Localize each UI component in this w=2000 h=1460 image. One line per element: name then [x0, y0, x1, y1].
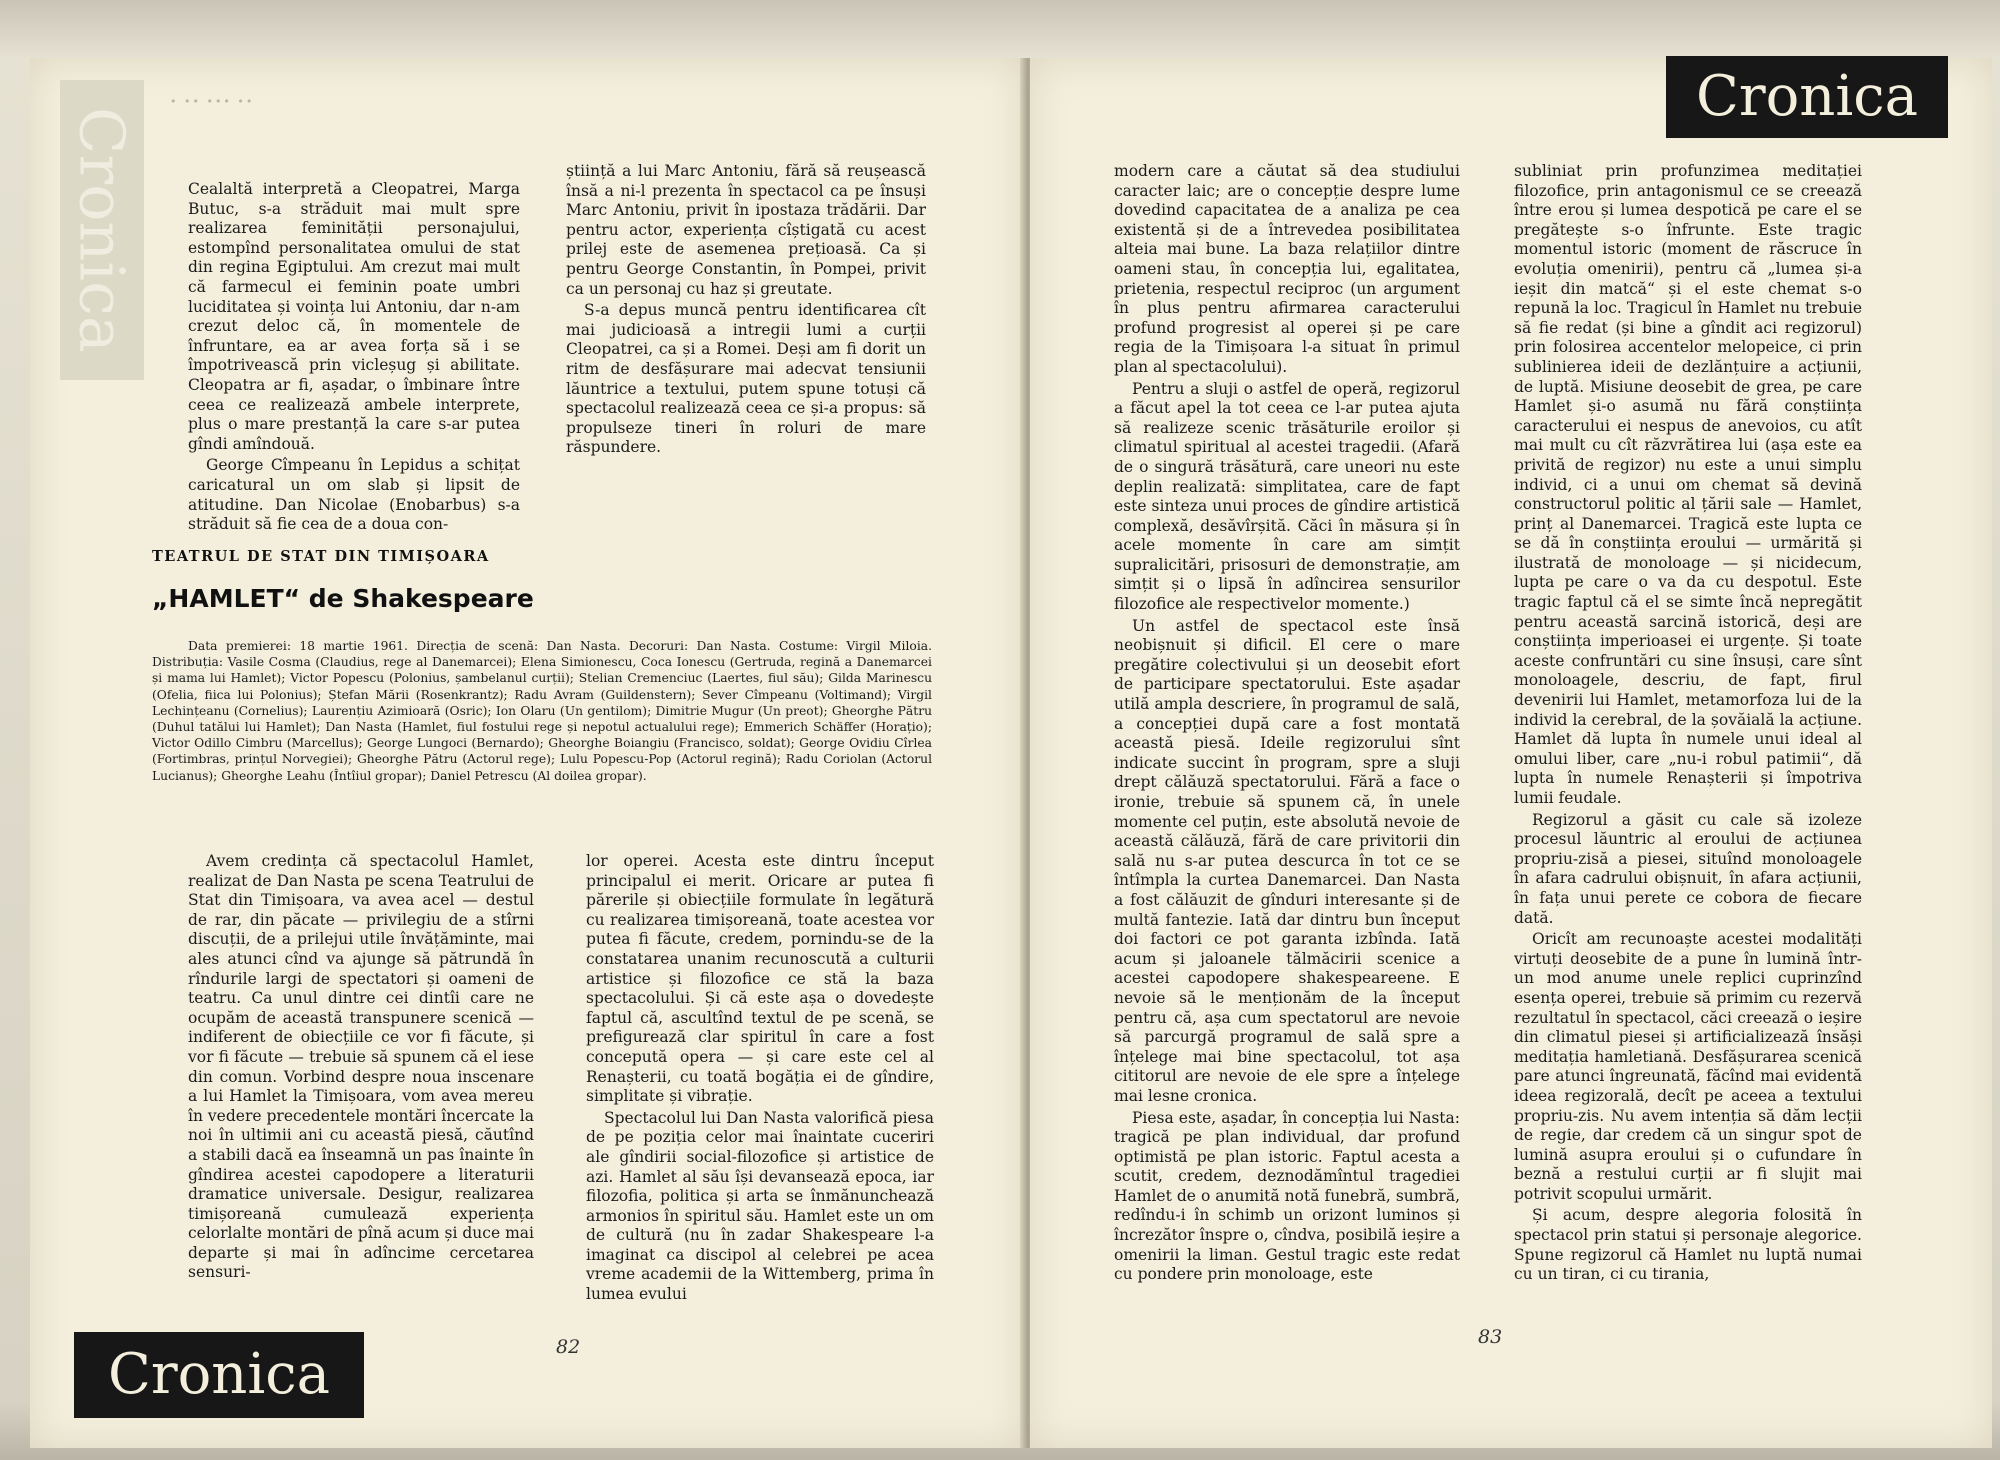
paragraph: Oricît am recunoaște acestei modalități virtuți deosebite de a pune în lumină într-un mod anume unele replici cuprinzînd esența operei, trebuie să primim cu rezervă rezultatul în spectacol, căci creează o ieșire din climatul piesei și artificializează însăși meditația hamletiană. Desfășurarea scenică pare atunci îngreunată, făcînd mai evidentă ideea regizorală, decît pe aceea a textului propriu-zis. Nu avem intenția să dăm lecții de regie, dar credem că un singur spot de lumină asupra eroului și o cufundare în beznă a restului curții ar fi slujit mai potrivit scopului urmărit. — [1514, 930, 1862, 1203]
paragraph: Cealaltă interpretă a Cleopatrei, Marga Butuc, s-a străduit mai mult spre realizarea feminității personajului, estompînd personalitatea omului de stat din regina Egiptului. Am crezut mai mult că farmecul ei feminin poate umbri luciditatea și voința lui Antoniu, dar n-am crezut deloc că, în momentele de înfruntare, ea ar avea forța să i se împotrivească prin vicleșug și abilitate. Cleopatra ar fi, așadar, o îmbinare între ceea ce realizează ambele interprete, plus o mare prestanță la care s-ar putea gîndi amîndouă. — [188, 180, 520, 453]
faint-header-marks: • •• ••• •• — [170, 95, 255, 108]
section-label: TEATRUL DE STAT DIN TIMIȘOARA — [152, 548, 490, 565]
paragraph: Spectacolul lui Dan Nasta valorifică piesa de pe poziția celor mai înaintate cuceriri ale gîndirii social-filozofice și artistice de azi. Hamlet al său își devansează epoca, iar filozofia, politica și arta se înmănunchează armonios în spiritul său. Hamlet este un om de cultură (nu în zadar Shakespeare l-a imaginat ca discipol al celebrei pe acea vreme academii de la Wittemberg, prima în lumea evului — [586, 1108, 934, 1304]
cronica-masthead-right: Cronica — [1666, 56, 1948, 138]
page-number-left: 82 — [556, 1336, 581, 1358]
paragraph: S-a depus muncă pentru identificarea cît mai judicioasă a intregii lumi a curții Cleopatrei, ca și a Romei. Deși am fi dorit un ritm de desfășurare mai adecvat tensiunii lăuntrice a textului, putem spune totuși că spectacolul realizează ceea ce și-a propus: să propulseze tineri în roluri de mare răspundere. — [566, 301, 926, 457]
right-page-column-2 — [1514, 162, 1862, 1285]
left-page-column-3 — [188, 852, 534, 1283]
right-page-column-1 — [1114, 162, 1460, 1285]
paragraph: modern care a căutat să dea studiului caracter laic; are o concepție despre lume dovedind capacitatea de a analiza pe cea existentă și de a întrevedea posibilitatea alteia mai bune. La baza relațiilor dintre oameni stau, în concepția lui, egalitatea, prietenia, respectul reciproc (un argument în plus pentru afirmarea caracterului profund progresist al operei și pe care regia de la Timișoara l-a situat în primul plan al spectacolului). — [1114, 162, 1460, 376]
left-page-column-4 — [586, 852, 934, 1305]
paragraph: Și acum, despre alegoria folosită în spectacol prin statui și personaje alegorice. Spune regizorul că Hamlet nu luptă numai cu un tiran, ci cu tirania, — [1514, 1206, 1862, 1284]
left-page-column-1 — [188, 180, 520, 535]
left-page-column-2 — [566, 162, 926, 458]
paragraph: Un astfel de spectacol este însă neobișnuit și dificil. El cere o mare pregătire colectivului și un deosebit efort de participare spectatorului. Este așadar utilă ampla descriere, în programul de sală, a concepției după care a fost montată această piesă. Ideile regizorului sînt indicate succint în program, spre a sluji drept călăuză spectatorului. Fără a face o ironie, trebuie să spunem că, în unele momente cel puțin, este absolută nevoie de această călăuză, fără de care privitorii din sală nu s-ar putea descurca în tot ce se întîmpla la curtea Danemarcei. Dan Nasta a fost călăuzit de gînduri interesante și de multă fantezie. Iată dar dintru bun început doi factori ce pot garanta izbînda. Iată acum și jaloanele tălmăcirii scenice a acestei capodopere shakespeareene. E nevoie să le menționăm de la început pentru că, așa cum spectatorul are nevoie să parcurgă programul de sală spre a înțelege mai bine spectacolul, tot așa cititorul are nevoie de ele spre a înțelege mai lesne cronica. — [1114, 616, 1460, 1105]
paragraph: Regizorul a găsit cu cale să izoleze procesul lăuntric al eroului de acțiunea propriu-zisă a piesei, situînd monoloagele în afara cadrului obișnuit, în afara acțiunii, în fața unui perete ce cobora de fiecare dată. — [1514, 810, 1862, 927]
paragraph: George Cîmpeanu în Lepidus a schițat caricatural un om slab și lipsit de atitudine. Dan Nicolae (Enobarbus) s-a străduit să fie cea de a doua con- — [188, 456, 520, 534]
page-number-right: 83 — [1478, 1326, 1503, 1348]
paragraph: știință a lui Marc Antoniu, fără să reușească însă a ni-l prezenta în spectacol ca pe însuși Marc Antoniu, privit în ipostaza trădării. Dar pentru actor, experiența cîștigată cu acest prilej este de asemenea prețioasă. Ca și pentru George Constantin, în Pompei, privit ca un personaj cu haz și greutate. — [566, 162, 926, 298]
faint-cronica-watermark: Cronica — [60, 80, 144, 380]
paragraph: subliniat prin profunzimea meditației filozofice, prin antagonismul ce se creează între erou și lumea despotică pe care el se pregătește s-o înfrunte. Este tragic momentul istoric (moment de răscruce în evoluția omenirii), pentru că „lumea și-a ieșit din matcă“ și el este chemat s-o repună la loc. Tragicul în Hamlet nu trebuie să fie redat (și bine a gîndit aci regizorul) prin folosirea accentelor melopeice, ci prin sublinierea ideii de dezlănțuire a acțiunii, de luptă. Misiune deosebit de grea, pe care Hamlet și-o asumă nu fără conștiința caracterului ei nespus de anevoios, cu atît mai mult cu cît răzvrătirea lui (așa este ea privită de regizor) nu este a unui simplu individ, ci a unui om chemat să devină constructorul politic al țării sale — Hamlet, prinț al Danemarcei. Tragică este lupta ce se dă în conștiința eroului — urmărită și ilustrată de monoloage — și nicidecum, lupta pe care o va da cu despotul. Este tragic faptul că el se simte încă nepregătit pentru această sarcină istorică, deși are conștiința imperioasei ei urgențe. Și toate aceste confruntări cu sine însuși, care sînt monoloagele, descriu, de fapt, firul devenirii lui Hamlet, metamorfoza lui de la individ la cerebral, de la șovăială la acțiune. Hamlet dă lupta în numele unui ideal al omului liber, care „nu-i robul patimii“, dă lupta în numele Renașterii și împotriva lumii feudale. — [1514, 162, 1862, 807]
cronica-masthead-left: Cronica — [74, 1332, 364, 1418]
paragraph: Avem credința că spectacolul Hamlet, realizat de Dan Nasta pe scena Teatrului de Stat din Timișoara, va avea acel — destul de rar, din păcate — privilegiu de a stîrni discuții, de a prilejui utile învățăminte, mai ales atunci cînd va ajunge să pătrundă în rîndurile largi de spectatori și oameni de teatru. Ca unul dintre cei dintîi care ne ocupăm de această transpunere scenică — indiferent de obiecțiile ce vor fi făcute, și vor fi făcute — trebuie să spunem că el iese din comun. Vorbind despre noua inscenare a lui Hamlet la Timișoara, vom avea mereu în vedere precedentele montări încercate la noi în ultimii ani cu această piesă, căutînd a stabili dacă ea înseamnă un pas înainte în gîndirea acestei capodopere a literaturii dramatice universale. Desigur, realizarea timișoreană cumulează experiența celorlalte montări de pînă acum și duce mai departe și mai în adîncime cercetarea sensuri- — [188, 852, 534, 1282]
cast-credits: Data premierei: 18 martie 1961. Direcția de scenă: Dan Nasta. Decoruri: Dan Nasta. Costume: Virgil Miloia. Distribuția: Vasile Cosma (Claudius, rege al Danemarcei); Elena Simionescu, Coca Ionescu (Gertruda, regină a Danemarcei și mama lui Hamlet); Victor Popescu (Polonius, șambelanul curții); Stelian Cremenciuc (Laertes, fiul său); Gilda Marinescu (Ofelia, fiica lui Polonius); Ștefan Mării (Rosenkrantz); Radu Avram (Guildenstern); Sever Cîmpeanu (Voltimand); Virgil Lechințeanu (Cornelius); Laurențiu Azimioară (Osric); Ion Olaru (Un gentilom); Dimitrie Mugur (Un preot); Gheorghe Pătru (Duhul tatălui lui Hamlet); Dan Nasta (Hamlet, fiul fostului rege și nepotul actualului rege); Emmerich Schäffer (Horațio); Victor Odillo Cimbru (Marcellus); George Lungoci (Bernardo); Gheorghe Boiangiu (Francisco, soldat); George Ovidiu Cîrlea (Fortimbras, prințul Norvegiei); Gheorghe Pătru (Actorul rege); Lulu Popescu-Pop (Actorul regină); Radu Coriolan (Actorul Lucianus); Gheorghe Leahu (Întîiul gropar); Daniel Petrescu (Al doilea gropar). — [152, 639, 932, 783]
paragraph: Piesa este, așadar, în concepția lui Nasta: tragică pe plan individual, dar profund optimistă pe plan istoric. Faptul acesta a scutit, credem, deznodămîntul tragediei Hamlet de o anumită notă funebră, sumbră, redîndu-i în schimb un orizont luminos și încrezător înspre o, cîndva, posibilă ieșire a omenirii la liman. Gestul tragic este redat cu pondere prin monoloage, este — [1114, 1108, 1460, 1284]
paragraph: lor operei. Acesta este dintru început principalul ei merit. Oricare ar putea fi părerile și obiecțiile formulate în legătură cu realizarea timișoreană, toate acestea vor putea fi făcute, credem, pornindu-se de la constatarea unanim recunoscută a culturii artistice și filozofice ce stă la baza spectacolului. Și că este așa o dovedește faptul că, ascultînd textul de pe scenă, se prefigurează clar spiritul în care a fost concepută opera — și care este cel al Renașterii, cu toată bogăția ei de gîndire, simplitate și vibrație. — [586, 852, 934, 1106]
article-title: „HAMLET“ de Shakespeare — [152, 584, 534, 613]
paragraph: Pentru a sluji o astfel de operă, regizorul a făcut apel la tot ceea ce l-ar putea ajuta să realizeze scenic trăsăturile eroilor și climatul spiritual al acestei tragedii. (Afară de o singură trăsătură, care uneori nu este deplin realizată: simplitatea, care de fapt este sinteza unui proces de gîndire artistică complexă, desăvîrșită. Căci în măsura și în acele momente în care am simțit supralicitări, prisosuri de demonstrație, am simțit și o lipsă în adîncirea sensurilor filozofice ale respectivelor momente.) — [1114, 379, 1460, 614]
